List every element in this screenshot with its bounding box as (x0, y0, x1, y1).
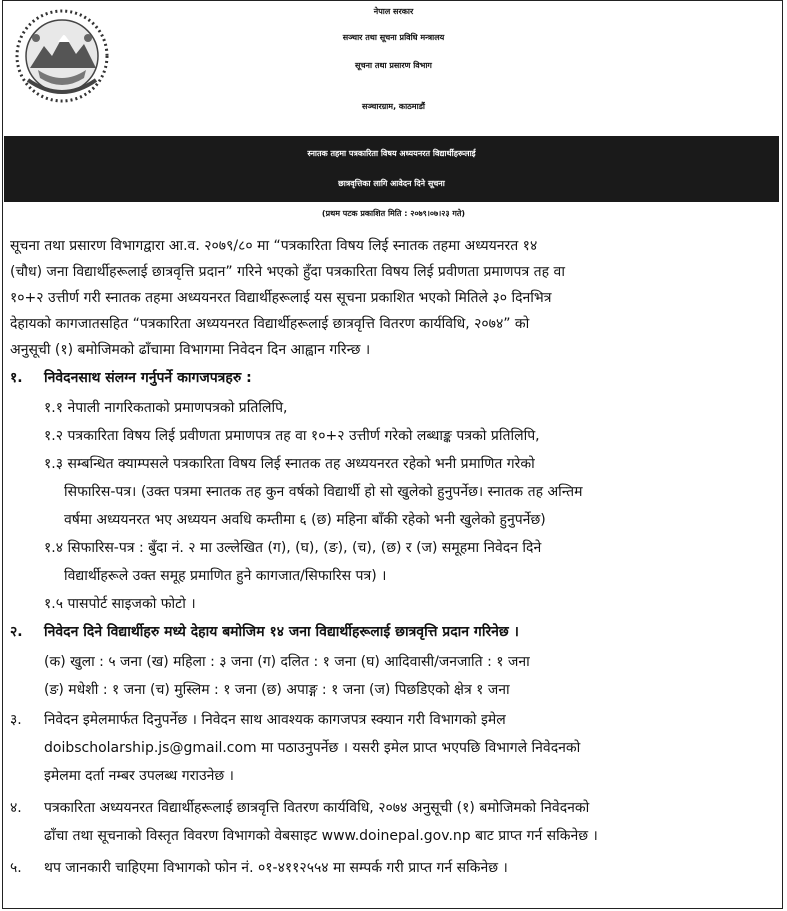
section-1-item-continued: विद्यार्थीहरूले उक्त समूह प्रमाणित हुने कागजात/सिफारिस पत्र) । (64, 568, 387, 584)
notice-title-line-2: छात्रवृत्तिका लागि आवेदन दिने सूचना (338, 179, 445, 188)
notice-title-banner (4, 136, 779, 202)
notice-title-line-1: स्नातक तहमा पत्रकारिता विषय अध्ययनरत विद्यार्थीहरूलाई (307, 149, 476, 158)
section-3-number: ३. (10, 712, 22, 728)
section-3-line: निवेदन इमेलमार्फत दिनुपर्नेछ । निवेदन साथ आवश्यक कागजपत्र स्क्यान गरी विभागको इमेल (44, 712, 506, 728)
department-name: सूचना तथा प्रसारण विभाग (355, 61, 432, 70)
quota-row: (ङ) मधेशी : १ जना (च) मुस्लिम : १ जना (छ) अपाङ्ग : १ जना (ज) पिछडिएको क्षेत्र १ जना (44, 682, 510, 698)
section-4-line: ढाँचा तथा सूचनाको विस्तृत विवरण विभागको वेबसाइट www.doinepal.gov.np बाट प्राप्त गर्न सकिनेछ । (44, 828, 598, 844)
section-1-heading: निवेदनसाथ संलग्न गर्नुपर्ने कागजपत्रहरु : (44, 370, 252, 386)
section-3-line: इमेलमा दर्ता नम्बर उपलब्ध गराउनेछ । (44, 768, 234, 784)
section-1-item: १.३ सम्बन्धित क्याम्पसले पत्रकारिता विषय लिई स्नातक तह अध्ययनरत रहेको भनी प्रमाणित गरेको (44, 456, 535, 472)
section-1-item: १.२ पत्रकारिता विषय लिई प्रवीणता प्रमाणपत्र तह वा १०+२ उत्तीर्ण गरेको लब्धाङ्क पत्रको प्रतिलिपि, (44, 428, 540, 444)
section-2-heading: निवेदन दिने विद्यार्थीहरु मध्ये देहाय बमोजिम १४ जना विद्यार्थीहरूलाई छात्रवृत्ति प्रदान गरिनेछ । (44, 624, 519, 640)
section-1-item: १.५ पासपोर्ट साइजको फोटो । (44, 596, 196, 612)
section-5-number: ५. (10, 860, 22, 876)
section-5-line: थप जानकारी चाहिएमा विभागको फोन नं. ०१-४११२५५४ मा सम्पर्क गरी प्राप्त गर्न सकिनेछ । (44, 860, 508, 876)
section-1-item-continued: सिफारिस-पत्र। (उक्त पत्रमा स्नातक तह कुन वर्षको विद्यार्थी हो सो खुलेको हुनुपर्नेछ। स्नातक तह अन्तिम (64, 484, 583, 500)
department-address: सञ्चारग्राम, काठमाडौं (362, 102, 425, 111)
ministry-name: सञ्चार तथा सूचना प्रविधि मन्त्रालय (342, 33, 445, 42)
intro-line: अनुसूची (१) बमोजिमको ढाँचामा विभागमा निवेदन दिन आह्वान गरिन्छ । (10, 342, 371, 358)
intro-line: सूचना तथा प्रसारण विभागद्वारा आ.व. २०७९/८० मा “पत्रकारिता विषय लिई स्नातक तहमा अध्ययनरत १४ (10, 238, 538, 254)
section-3-line: doibscholarship.js@gmail.com मा पठाउनुपर्नेछ । यसरी इमेल प्राप्त भएपछि विभागले निवेदनको (44, 740, 581, 756)
section-1-item: १.४ सिफारिस-पत्र : बुँदा नं. २ मा उल्लेखित (ग), (घ), (ङ), (च), (छ) र (ज) समूहमा निवेदन दिने (44, 540, 542, 556)
intro-line: (चौध) जना विद्यार्थीहरूलाई छात्रवृत्ति प्रदान” गरिने भएको हुँदा पत्रकारिता विषय लिई प्रवीणता प्रमाणपत्र तह वा (10, 264, 565, 280)
section-1-item: १.१ नेपाली नागरिकताको प्रमाणपत्रको प्रतिलिपि, (44, 400, 288, 416)
published-date: (प्रथम पटक प्रकाशित मिति : २०७९।०७।२३ गते) (321, 209, 466, 218)
section-1-number: १. (10, 370, 23, 386)
intro-line: देहायको कागजातसहित “पत्रकारिता अध्ययनरत विद्यार्थीहरूलाई छात्रवृत्ति वितरण कार्यविधि, २०७४” को (10, 316, 530, 332)
section-1-item-continued: वर्षमा अध्ययनरत भए अध्ययन अवधि कम्तीमा ६ (छ) महिना बाँकी रहेको भनी खुलेको हुनुपर्नेछ) (64, 512, 546, 528)
section-4-number: ४. (10, 800, 22, 816)
section-4-line: पत्रकारिता अध्ययनरत विद्यार्थीहरूलाई छात्रवृत्ति वितरण कार्यविधि, २०७४ अनुसूची (१) बमोजिमको निवेदनको (44, 800, 590, 816)
quota-row: (क) खुला : ५ जना (ख) महिला : ३ जना (ग) दलित : १ जना (घ) आदिवासी/जनजाति : १ जना (44, 654, 530, 670)
section-2-number: २. (10, 624, 23, 640)
intro-line: १०+२ उत्तीर्ण गरी स्नातक तहमा अध्ययनरत विद्यार्थीहरूलाई यस सूचना प्रकाशित भएको मितिले ३० दिनभित्र (10, 290, 552, 306)
nepal-emblem-icon (14, 8, 110, 104)
government-name: नेपाल सरकार (373, 7, 414, 16)
